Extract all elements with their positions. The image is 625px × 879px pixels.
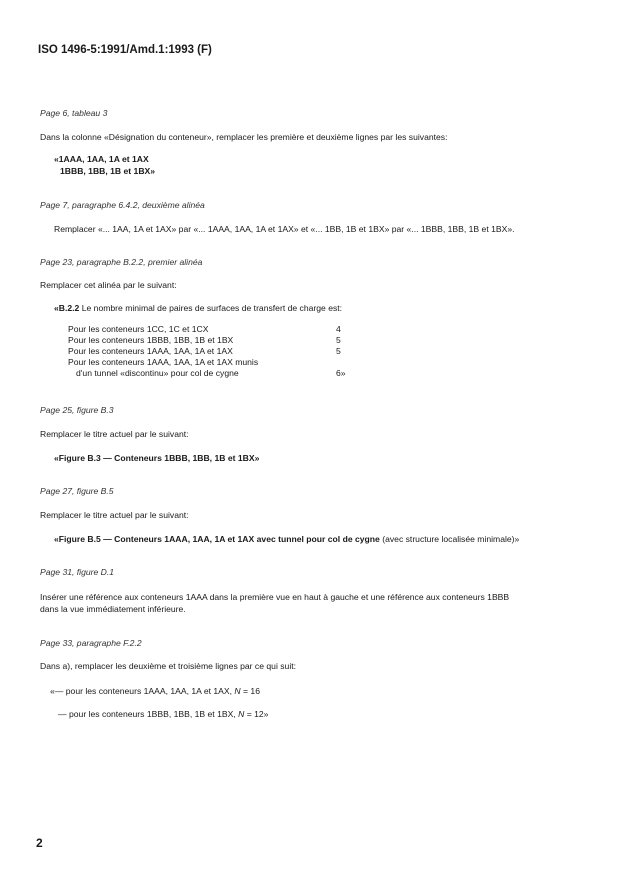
clause-number: «B.2.2 [54, 303, 80, 313]
section-reference-page25: Page 25, figure B.3 [40, 405, 114, 415]
row-label: Pour les conteneurs 1AAA, 1AA, 1A et 1AX [68, 346, 233, 356]
section-instruction-page6: Dans la colonne «Désignation du conteneur», remplacer les première et deuxième lignes par les suivantes: [40, 132, 448, 142]
section-instruction-page27: Remplacer le titre actuel par le suivant: [40, 510, 189, 520]
list-item-2-text: — pour les conteneurs 1BBB, 1BB, 1B et 1BX, [58, 709, 236, 719]
table-row [68, 357, 346, 368]
load-transfer-table [68, 324, 346, 379]
row-value [336, 357, 346, 368]
list-item-1-value: = 16 [243, 686, 260, 696]
table-row [68, 335, 346, 346]
row-label: Pour les conteneurs 1AAA, 1AA, 1A et 1AX munis [68, 357, 259, 367]
section-text-page31-line1: Insérer une référence aux conteneurs 1AAA dans la première vue en haut à gauche et une référence aux conteneurs 1BBB [40, 592, 510, 602]
section-reference-page27: Page 27, figure B.5 [40, 486, 114, 496]
section-reference-page33: Page 33, paragraphe F.2.2 [40, 638, 142, 648]
designation-line-1: «1AAA, 1AA, 1A et 1AX [54, 154, 149, 164]
row-value: 6» [336, 368, 346, 378]
table-row [68, 324, 346, 335]
row-value: 5 [336, 335, 341, 345]
row-label: d'un tunnel «discontinu» pour col de cygne [76, 368, 239, 378]
list-item-2-var: N [238, 709, 245, 719]
clause-b22 [54, 303, 342, 313]
section-text-page31-line2: dans la vue immédiatement inférieure. [40, 604, 186, 614]
section-instruction-page25: Remplacer le titre actuel par le suivant: [40, 429, 189, 439]
list-item-2 [58, 709, 268, 719]
section-reference-page7: Page 7, paragraphe 6.4.2, deuxième alinéa [40, 200, 205, 210]
row-value: 4 [336, 324, 341, 334]
section-reference-page23: Page 23, paragraphe B.2.2, premier alinéa [40, 257, 203, 267]
table-row [68, 368, 346, 379]
section-instruction-page7: Remplacer «... 1AA, 1A et 1AX» par «... 1AAA, 1AA, 1A et 1AX» et «... 1BB, 1B et 1BX» par «... 1BBB, 1BB, 1B et 1BX». [54, 224, 515, 234]
row-label: Pour les conteneurs 1CC, 1C et 1CX [68, 324, 209, 334]
list-item-1-text: «— pour les conteneurs 1AAA, 1AA, 1A et 1AX, [50, 686, 233, 696]
row-label: Pour les conteneurs 1BBB, 1BB, 1B et 1BX [68, 335, 234, 345]
figure-title-b5-bold: «Figure B.5 — Conteneurs 1AAA, 1AA, 1A et 1AX avec tunnel pour col de cygne [54, 534, 380, 544]
list-item-2-value: = 12» [246, 709, 269, 719]
clause-text: Le nombre minimal de paires de surfaces de transfert de charge est: [81, 303, 343, 313]
figure-title-b5 [54, 534, 519, 544]
section-reference-page6: Page 6, tableau 3 [40, 108, 108, 118]
list-item-1 [50, 686, 260, 696]
page-number: 2 [36, 836, 43, 850]
table-row [68, 346, 346, 357]
document-header: ISO 1496-5:1991/Amd.1:1993 (F) [38, 44, 212, 56]
row-value: 5 [336, 346, 341, 356]
section-reference-page31: Page 31, figure D.1 [40, 567, 115, 577]
section-instruction-page33: Dans a), remplacer les deuxième et troisième lignes par ce qui suit: [40, 661, 297, 671]
section-instruction-page23: Remplacer cet alinéa par le suivant: [40, 280, 177, 290]
designation-line-2: 1BBB, 1BB, 1B et 1BX» [60, 166, 156, 176]
figure-title-b5-normal: (avec structure localisée minimale)» [382, 534, 520, 544]
list-item-1-var: N [234, 686, 241, 696]
figure-title-b3: «Figure B.3 — Conteneurs 1BBB, 1BB, 1B et 1BX» [54, 453, 260, 463]
